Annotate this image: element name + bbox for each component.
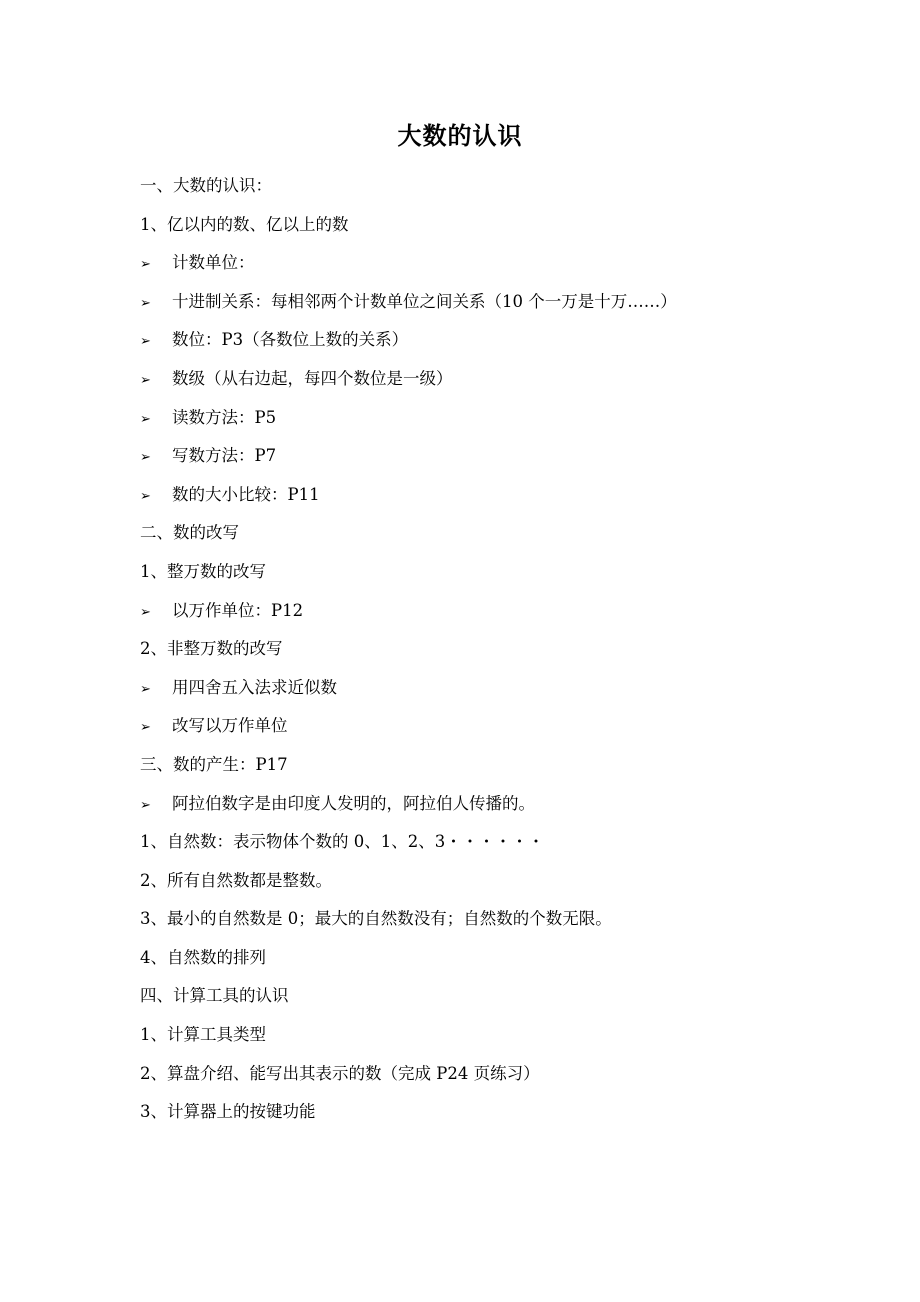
line-text: 4、自然数的排列 (140, 947, 266, 967)
line-text: 2、所有自然数都是整数。 (140, 870, 332, 890)
outline-line (140, 746, 840, 785)
line-text: 1、整万数的改写 (140, 561, 266, 581)
outline-line (140, 1093, 840, 1132)
outline-line (140, 900, 840, 939)
line-text: 十进制关系：每相邻两个计数单位之间关系（10 个一万是十万……） (172, 291, 677, 311)
arrow-bullet-icon: ➢ (140, 334, 151, 350)
arrow-bullet-icon: ➢ (140, 488, 151, 504)
bullet-item (140, 592, 840, 631)
line-text: 阿拉伯数字是由印度人发明的，阿拉伯人传播的。 (172, 793, 535, 813)
arrow-bullet-icon: ➢ (140, 720, 151, 736)
bullet-item (140, 244, 840, 283)
arrow-bullet-icon: ➢ (140, 372, 151, 388)
outline-line (140, 553, 840, 592)
line-text: 数位：P3（各数位上数的关系） (172, 330, 409, 350)
line-text: 2、非整万数的改写 (140, 639, 283, 659)
line-text: 写数方法：P7 (172, 446, 277, 466)
line-text: 用四舍五入法求近似数 (172, 677, 337, 697)
line-text: 数的大小比较：P11 (172, 484, 320, 504)
line-text: 四、计算工具的认识 (140, 986, 289, 1006)
bullet-item (140, 360, 840, 399)
outline-line (140, 514, 840, 553)
page-title: 大数的认识 (397, 121, 523, 150)
outline-line (140, 977, 840, 1016)
bullet-item (140, 785, 840, 824)
line-text: 计数单位： (172, 253, 255, 273)
bullet-item (140, 321, 840, 360)
outline-line (140, 939, 840, 978)
line-text: 1、计算工具类型 (140, 1025, 266, 1045)
line-text: 二、数的改写 (140, 523, 239, 543)
outline-line (140, 1055, 840, 1094)
line-text: 3、计算器上的按键功能 (140, 1102, 316, 1122)
arrow-bullet-icon: ➢ (140, 411, 151, 427)
bullet-item (140, 437, 840, 476)
arrow-bullet-icon: ➢ (140, 257, 151, 273)
arrow-bullet-icon: ➢ (140, 681, 151, 697)
bullet-item (140, 476, 840, 515)
bullet-item (140, 283, 840, 322)
line-text: 数级（从右边起，每四个数位是一级） (172, 368, 453, 388)
outline-list (140, 167, 840, 1132)
line-text: 1、亿以内的数、亿以上的数 (140, 214, 349, 234)
arrow-bullet-icon: ➢ (140, 450, 151, 466)
outline-line (140, 206, 840, 245)
line-text: 1、自然数：表示物体个数的 0、1、2、3・・・・・・ (140, 832, 545, 852)
bullet-item (140, 669, 840, 708)
line-text: 读数方法：P5 (172, 407, 277, 427)
outline-line (140, 823, 840, 862)
line-text: 改写以万作单位 (172, 716, 288, 736)
line-text: 以万作单位：P12 (172, 600, 304, 620)
arrow-bullet-icon: ➢ (140, 295, 151, 311)
bullet-item (140, 399, 840, 438)
arrow-bullet-icon: ➢ (140, 604, 151, 620)
bullet-item (140, 707, 840, 746)
line-text: 3、最小的自然数是 0；最大的自然数没有；自然数的个数无限。 (140, 909, 612, 929)
outline-line (140, 862, 840, 901)
outline-line (140, 167, 840, 206)
outline-line (140, 1016, 840, 1055)
outline-line (140, 630, 840, 669)
line-text: 2、算盘介绍、能写出其表示的数（完成 P24 页练习） (140, 1063, 540, 1083)
line-text: 一、大数的认识： (140, 176, 272, 195)
line-text: 三、数的产生：P17 (140, 754, 288, 774)
arrow-bullet-icon: ➢ (140, 797, 151, 813)
